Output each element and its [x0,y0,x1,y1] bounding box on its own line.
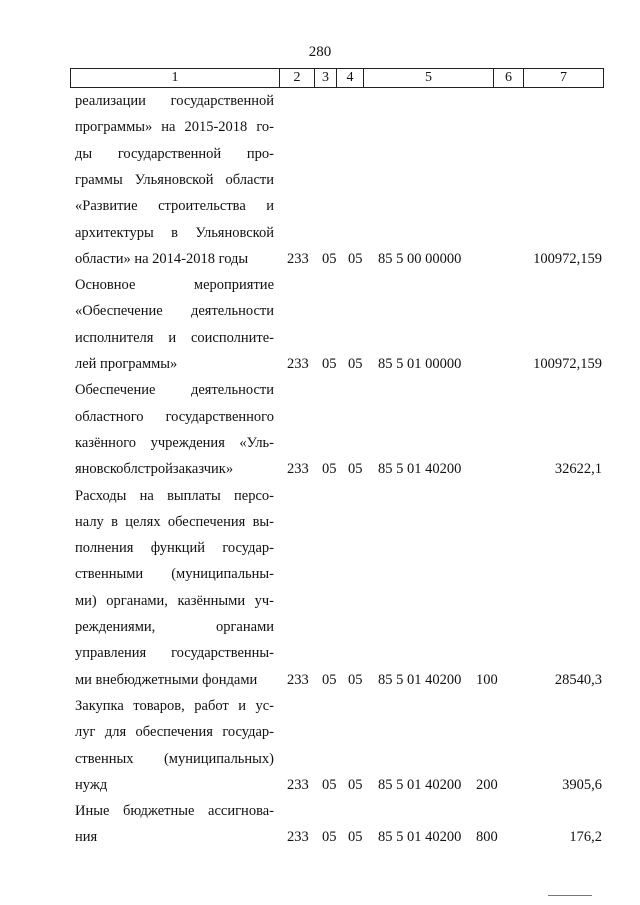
row-target-article: 85 5 01 00000 [378,356,462,372]
row-description-line: ственных (муниципальных) [75,750,274,767]
row-description-line: ми) органами, казёнными уч- [75,592,274,609]
row-amount: 176,2 [569,829,602,846]
row-expense-type: 100 [476,671,498,688]
row-description-line: казённого учреждения «Уль- [75,434,274,451]
row-description-line: полнения функций государ- [75,540,274,557]
row-amount: 3905,6 [562,776,602,793]
row-subsection: 05 [348,776,363,793]
row-description-line: нужд [75,776,108,793]
row-description-line: области» на 2014-2018 годы [75,250,249,267]
row-admin-code: 233 [287,671,309,688]
row-description-line: луг для обеспечения государ- [75,724,274,741]
row-section: 05 [322,461,337,478]
header-col-7: 7 [560,70,567,85]
header-col-5: 5 [364,69,494,87]
table-header [70,68,604,88]
row-subsection: 05 [348,250,363,267]
row-description-line: реализации государственной [75,93,274,109]
header-col-4: 4 [337,69,364,87]
bottom-divider [548,895,592,896]
row-description-line: ды государственной про- [75,145,274,162]
row-amount: 32622,1 [554,461,602,478]
row-section: 05 [322,776,337,793]
row-section: 05 [322,356,337,372]
row-expense-type: 800 [476,829,498,846]
row-section: 05 [322,250,337,267]
row-description-line: ния [75,829,98,846]
row-section: 05 [322,829,337,846]
header-col-6: 6 [494,69,524,87]
header-col-2: 2 [280,69,315,87]
row-description-line: лей программы» [75,356,178,372]
page-number: 280 [308,44,332,60]
row-amount: 100972,159 [533,356,602,372]
row-description-line: исполнителя и соисполните- [75,329,274,346]
row-admin-code: 233 [287,829,309,846]
row-amount: 28540,3 [554,671,602,688]
row-section: 05 [322,671,337,688]
header-col-3: 3 [315,69,337,87]
row-target-article: 85 5 00 00000 [378,250,462,267]
row-description-line: «Развитие строительства и [75,198,274,215]
row-admin-code: 233 [287,250,309,267]
row-admin-code: 233 [287,776,309,793]
row-description-line: программы» на 2015-2018 го- [75,119,274,136]
row-description-line: Обеспечение деятельности [75,382,274,399]
row-description-line: реждениями, органами [75,619,274,635]
row-target-article: 85 5 01 40200 [378,776,462,793]
row-description-line: архитектуры в Ульяновской [75,224,274,241]
row-description-line: ственными (муниципальны- [75,566,274,583]
row-description-line: Закупка товаров, работ и ус- [75,697,274,714]
row-subsection: 05 [348,829,363,846]
row-target-article: 85 5 01 40200 [378,829,462,846]
row-description-line: областного государственного [75,408,274,425]
header-col-1: 1 [71,69,280,87]
row-amount: 100972,159 [533,250,602,267]
row-description-line: управления государственны- [75,645,274,662]
row-description-line: ми внебюджетными фондами [75,671,258,688]
row-description-line: Расходы на выплаты персо- [75,487,274,504]
row-subsection: 05 [348,671,363,688]
row-admin-code: 233 [287,461,309,478]
row-subsection: 05 [348,356,363,372]
row-description-line: «Обеспечение деятельности [75,303,274,320]
row-admin-code: 233 [287,356,309,372]
row-target-article: 85 5 01 40200 [378,461,462,478]
row-description-line: граммы Ульяновской области [75,171,274,188]
row-description-line: налу в целях обеспечения вы- [75,513,274,530]
row-subsection: 05 [348,461,363,478]
row-description-line: яновскоблстройзаказчик» [75,461,234,478]
row-target-article: 85 5 01 40200 [378,671,462,688]
row-expense-type: 200 [476,776,498,793]
row-description-line: Иные бюджетные ассигнова- [75,803,274,820]
row-description-line: Основное мероприятие [75,277,274,294]
